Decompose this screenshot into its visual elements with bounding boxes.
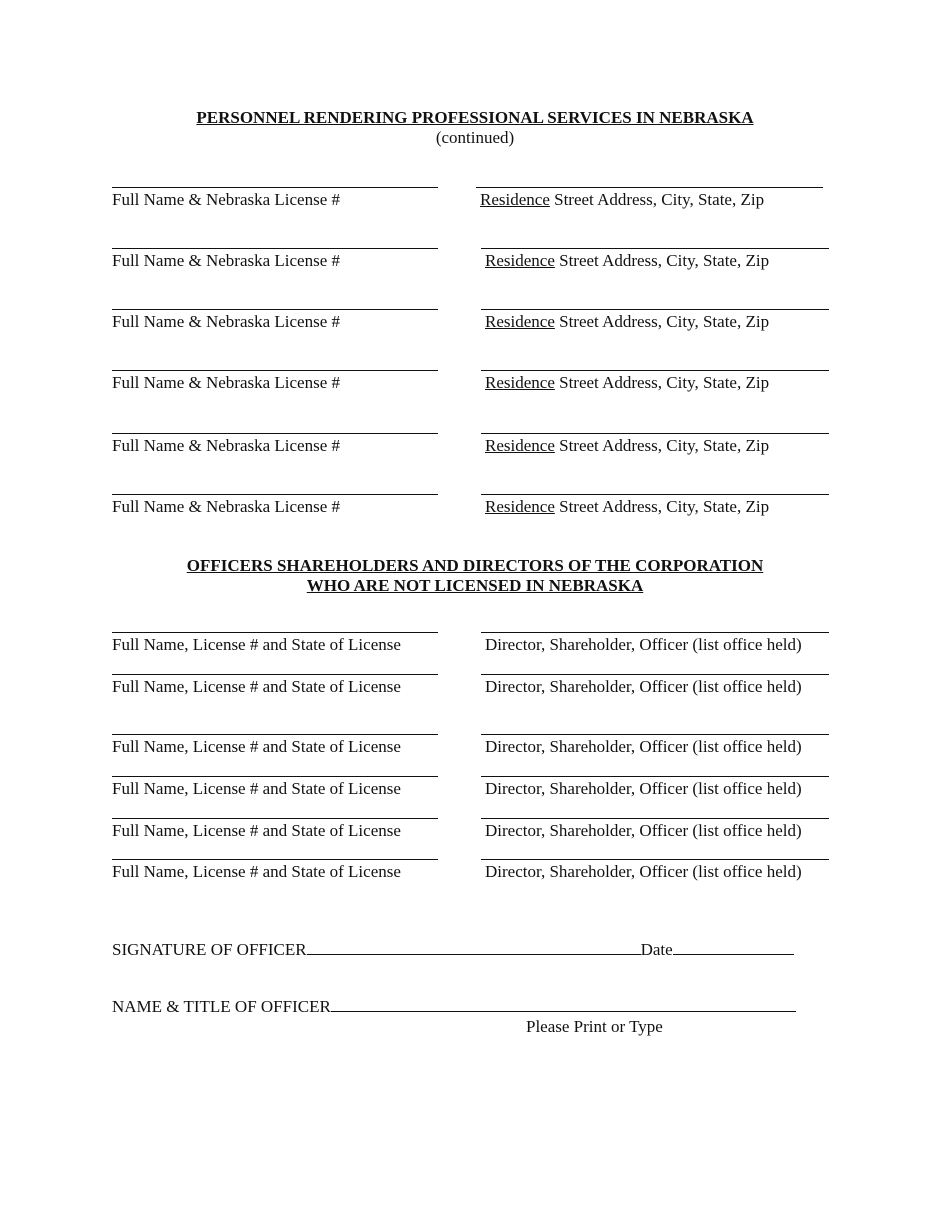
office-held-field[interactable] xyxy=(481,818,829,819)
residence-address-caption xyxy=(485,373,769,393)
office-held-field[interactable] xyxy=(481,734,829,735)
name-license-state-caption: Full Name, License # and State of License xyxy=(112,677,401,696)
officer-row xyxy=(0,859,950,899)
residence-underlined-word: Residence xyxy=(480,190,550,209)
address-caption-rest: Street Address, City, State, Zip xyxy=(554,251,770,270)
residence-address-field[interactable] xyxy=(481,309,829,310)
address-caption-rest: Street Address, City, State, Zip xyxy=(554,497,770,516)
name-license-caption: Full Name & Nebraska License # xyxy=(112,436,341,455)
section1-title: PERSONNEL RENDERING PROFESSIONAL SERVICES IN NEBRASKA xyxy=(196,108,754,127)
name-license-state-field[interactable] xyxy=(112,818,438,819)
residence-underlined-word: Residence xyxy=(485,373,555,392)
license-row xyxy=(0,433,950,473)
print-note: Please Print or Type xyxy=(526,1017,663,1036)
license-row xyxy=(0,494,950,534)
name-title-label: NAME & TITLE OF OFFICER xyxy=(112,997,331,1016)
name-license-state-field[interactable] xyxy=(112,674,438,675)
section2-title-line1: OFFICERS SHAREHOLDERS AND DIRECTORS OF THE CORPORATION xyxy=(186,556,764,575)
office-held-field[interactable] xyxy=(481,632,829,633)
name-title-line xyxy=(112,997,796,1017)
name-license-state-field[interactable] xyxy=(112,632,438,633)
license-row xyxy=(0,370,950,410)
residence-address-field[interactable] xyxy=(481,370,829,371)
residence-address-caption xyxy=(485,312,769,332)
office-held-caption: Director, Shareholder, Officer (list office held) xyxy=(485,677,802,696)
officer-row xyxy=(0,734,950,774)
residence-underlined-word: Residence xyxy=(485,312,555,331)
name-license-state-caption: Full Name, License # and State of License xyxy=(112,737,401,756)
residence-underlined-word: Residence xyxy=(485,497,555,516)
name-license-state-field[interactable] xyxy=(112,859,438,860)
signature-label: SIGNATURE OF OFFICER xyxy=(112,940,307,959)
office-held-field[interactable] xyxy=(481,776,829,777)
signature-line xyxy=(112,940,794,960)
residence-underlined-word: Residence xyxy=(485,436,555,455)
residence-address-caption xyxy=(480,190,764,210)
residence-address-caption xyxy=(485,251,769,271)
license-row xyxy=(0,309,950,349)
name-license-state-caption: Full Name, License # and State of License xyxy=(112,862,401,881)
section2-title-line2: WHO ARE NOT LICENSED IN NEBRASKA xyxy=(306,576,644,595)
office-held-field[interactable] xyxy=(481,674,829,675)
residence-underlined-word: Residence xyxy=(485,251,555,270)
office-held-caption: Director, Shareholder, Officer (list office held) xyxy=(485,821,802,840)
residence-address-field[interactable] xyxy=(481,248,829,249)
residence-address-caption xyxy=(485,497,769,517)
signature-field[interactable] xyxy=(307,940,641,955)
date-field[interactable] xyxy=(673,940,794,955)
name-license-field[interactable] xyxy=(112,370,438,371)
name-license-state-field[interactable] xyxy=(112,734,438,735)
residence-address-caption xyxy=(485,436,769,456)
name-license-state-caption: Full Name, License # and State of License xyxy=(112,821,401,840)
name-license-field[interactable] xyxy=(112,187,438,188)
address-caption-rest: Street Address, City, State, Zip xyxy=(549,190,765,209)
date-label: Date xyxy=(640,940,673,959)
residence-address-field[interactable] xyxy=(481,494,829,495)
residence-address-field[interactable] xyxy=(476,187,823,188)
office-held-caption: Director, Shareholder, Officer (list office held) xyxy=(485,779,802,798)
name-license-field[interactable] xyxy=(112,309,438,310)
address-caption-rest: Street Address, City, State, Zip xyxy=(554,436,770,455)
name-license-caption: Full Name & Nebraska License # xyxy=(112,497,341,516)
name-license-caption: Full Name & Nebraska License # xyxy=(112,312,341,331)
address-caption-rest: Street Address, City, State, Zip xyxy=(554,373,770,392)
office-held-caption: Director, Shareholder, Officer (list office held) xyxy=(485,862,802,881)
officer-row xyxy=(0,674,950,714)
residence-address-field[interactable] xyxy=(481,433,829,434)
name-license-caption: Full Name & Nebraska License # xyxy=(112,190,341,209)
name-license-caption: Full Name & Nebraska License # xyxy=(112,373,341,392)
address-caption-rest: Street Address, City, State, Zip xyxy=(554,312,770,331)
name-title-field[interactable] xyxy=(331,997,796,1012)
name-license-field[interactable] xyxy=(112,494,438,495)
name-license-caption: Full Name & Nebraska License # xyxy=(112,251,341,270)
office-held-caption: Director, Shareholder, Officer (list office held) xyxy=(485,635,802,654)
name-license-field[interactable] xyxy=(112,248,438,249)
officer-row xyxy=(0,818,950,858)
office-held-field[interactable] xyxy=(481,859,829,860)
name-license-state-field[interactable] xyxy=(112,776,438,777)
license-row xyxy=(0,248,950,288)
office-held-caption: Director, Shareholder, Officer (list office held) xyxy=(485,737,802,756)
section1-subtitle: (continued) xyxy=(435,128,515,147)
license-row xyxy=(0,187,950,227)
name-license-state-caption: Full Name, License # and State of License xyxy=(112,635,401,654)
name-license-field[interactable] xyxy=(112,433,438,434)
officer-row xyxy=(0,632,950,672)
name-license-state-caption: Full Name, License # and State of License xyxy=(112,779,401,798)
officer-row xyxy=(0,776,950,816)
